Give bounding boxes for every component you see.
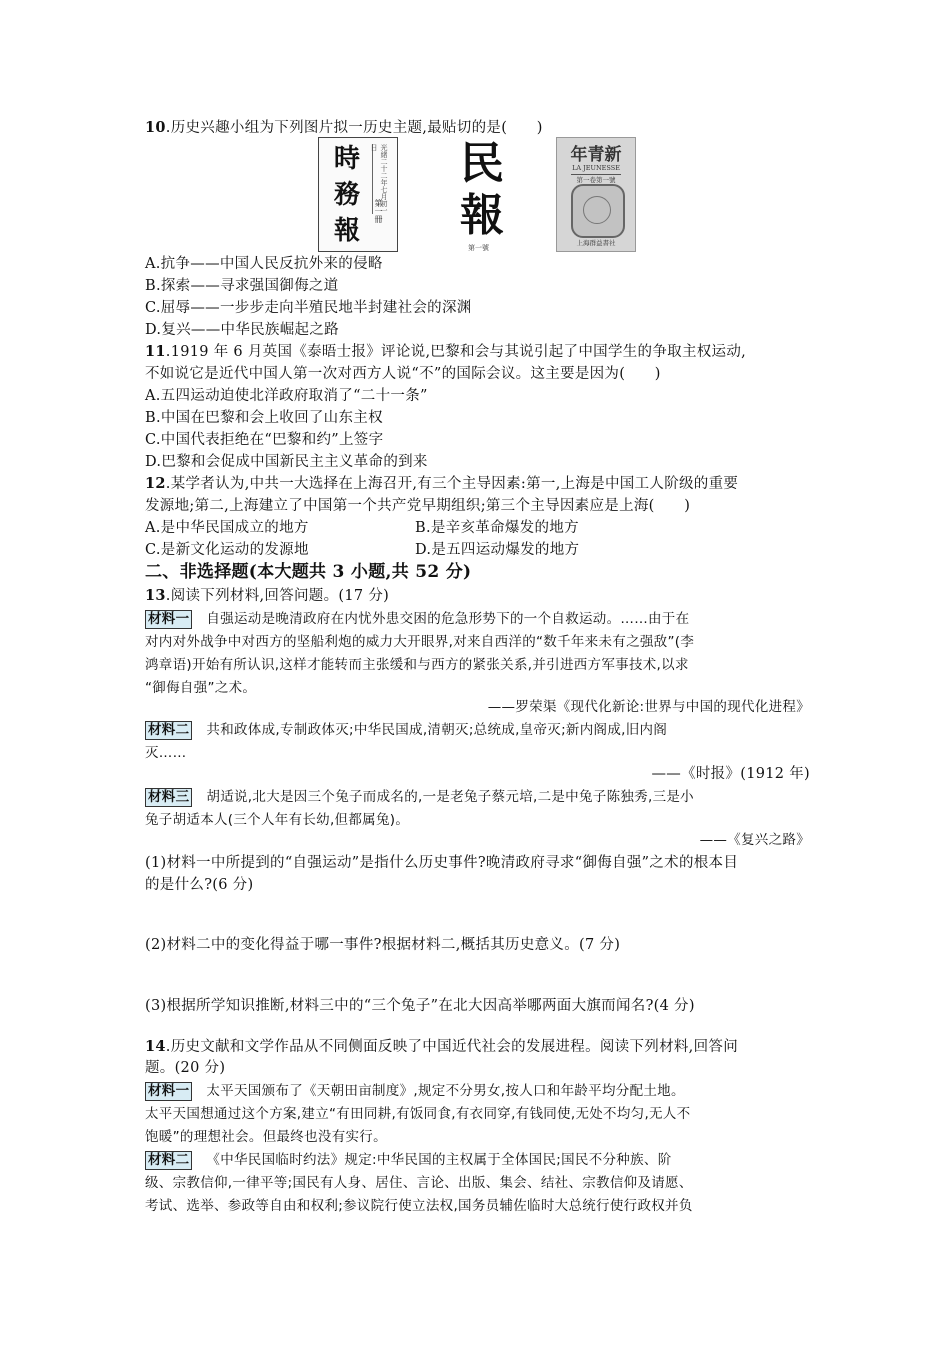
- q13-material-3-source: ——《复兴之路》: [699, 832, 810, 848]
- q10-number: 10: [145, 119, 166, 136]
- minbao-image: [440, 137, 525, 252]
- q11-stem-text-1: .1919 年 6 月英国《泰晤士报》评论说,巴黎和会与其说引起了中国学生的争取主权运动,: [165, 344, 747, 360]
- xinqingnian-publisher: 上海群益書社: [576, 239, 616, 247]
- q14-material-2-line3: 考试、选举、参政等自由和权利;参议院行使立法权,国务员辅佐临时大总统行使行政权并负: [145, 1198, 693, 1214]
- xinqingnian-image: [556, 137, 636, 252]
- q14-material-1-text-1: 太平天国颁布了《天朝田亩制度》,规定不分男女,按人口和年龄平均分配土地。: [206, 1083, 685, 1099]
- q13-intro-text: .阅读下列材料,回答问题。(17 分): [165, 588, 390, 604]
- minbao-char-1: 民: [460, 138, 504, 189]
- q10-option-d: D.复兴——中华民族崛起之路: [145, 322, 339, 338]
- q13-material-2-line2: 灭……: [145, 745, 187, 761]
- q14-intro-line2: 题。(20 分): [145, 1060, 226, 1076]
- q10-option-b: B.探索——寻求强国御侮之道: [145, 278, 339, 294]
- q13-sub3: (3)根据所学知识推断,材料三中的“三个兔子”在北大因高举哪两面大旗而闻名?(4 分): [145, 998, 695, 1014]
- q13-material-1-line4: “御侮自强”之术。: [145, 680, 257, 696]
- q13-material-1-text-1: 自强运动是晚清政府在内忧外患交困的危急形势下的一个自救运动。……由于在: [206, 611, 690, 627]
- q11-option-c: C.中国代表拒绝在“巴黎和约”上签字: [145, 432, 384, 448]
- q13-sub1-line1: (1)材料一中所提到的“自强运动”是指什么历史事件?晚清政府寻求“御侮自强”之术的根本目: [145, 855, 739, 871]
- q12-stem-text-1: .某学者认为,中共一大选择在上海召开,有三个主导因素:第一,上海是中国工人阶级的重要: [165, 476, 739, 492]
- shiwubao-image: [318, 137, 398, 252]
- q12-option-a: A.是中华民国成立的地方: [145, 520, 309, 536]
- q14-number: 14: [145, 1038, 166, 1055]
- q14-intro-line1: [145, 1037, 738, 1057]
- q12-number: 12: [145, 475, 166, 492]
- q14-material-2-text-1: 《中华民国临时约法》规定:中华民国的主权属于全体国民;国民不分种族、阶: [206, 1152, 672, 1168]
- q13-number: 13: [145, 587, 166, 604]
- q12-option-c: C.是新文化运动的发源地: [145, 542, 309, 558]
- shiwubao-date: 光緒二十二年七月初一日: [370, 144, 388, 214]
- q13-material-1-line2: 对内对外战争中对西方的坚船利炮的威力大开眼界,对来自西洋的“数千年来未有之强敌”(李: [145, 634, 695, 650]
- q13-material-3-line2: 兔子胡适本人(三个人年有长幼,但都属兔)。: [145, 812, 410, 828]
- q14-intro-text-1: .历史文献和文学作品从不同侧面反映了中国近代社会的发展进程。阅读下列材料,回答问: [165, 1039, 738, 1055]
- shiwubao-char-3: 報: [333, 216, 360, 246]
- q11-option-b: B.中国在巴黎和会上收回了山东主权: [145, 410, 383, 426]
- q14-material-1-tag: 材料一: [145, 1082, 192, 1101]
- q11-stem-line1: [145, 342, 746, 362]
- q13-sub1-line2: 的是什么?(6 分): [145, 877, 254, 893]
- q10-stem-text: .历史兴趣小组为下列图片拟一历史主题,最贴切的是( ): [165, 120, 543, 136]
- q13-sub2: (2)材料二中的变化得益于哪一事件?根据材料二,概括其历史意义。(7 分): [145, 937, 621, 953]
- minbao-char-2: 報: [460, 190, 504, 241]
- xinqingnian-emblem: [571, 184, 625, 238]
- q11-number: 11: [145, 343, 166, 360]
- q10-option-a: A.抗争——中国人民反抗外来的侵略: [145, 256, 383, 272]
- q11-option-d: D.巴黎和会促成中国新民主主义革命的到来: [145, 454, 428, 470]
- q12-options-row1: [145, 518, 309, 538]
- q13-material-3-text-1: 胡适说,北大是因三个兔子而成名的,一是老兔子蔡元培,二是中兔子陈独秀,三是小: [206, 789, 694, 805]
- q14-material-1-line2: 太平天国想通过这个方案,建立“有田同耕,有饭同食,有衣同穿,有钱同使,无处不均匀,无人不: [145, 1106, 691, 1122]
- q12-stem-line1: [145, 474, 738, 494]
- q13-intro: [145, 586, 389, 606]
- minbao-issue: 第一號: [468, 244, 489, 252]
- q12-stem-line2: 发源地;第二,上海建立了中国第一个共产党早期组织;第三个主导因素应是上海( ): [145, 498, 691, 514]
- q12-option-b: B.是辛亥革命爆发的地方: [415, 520, 579, 536]
- q10-option-c: C.屈辱——一步步走向半殖民地半封建社会的深渊: [145, 300, 472, 316]
- xinqingnian-title: 年青新: [570, 145, 622, 165]
- q13-material-3-line1: [145, 787, 694, 807]
- q13-material-2-source: ——《时报》(1912 年): [651, 766, 810, 782]
- q13-material-3-tag: 材料三: [145, 788, 192, 807]
- q13-material-2-text-1: 共和政体成,专制政体灭;中华民国成,清朝灭;总统成,皇帝灭;新内阁成,旧内阁: [206, 722, 668, 738]
- q11-option-a: A.五四运动迫使北洋政府取消了“二十一条”: [145, 388, 428, 404]
- q14-material-2-line1: [145, 1150, 672, 1170]
- q13-material-1-source: ——罗荣渠《现代化新论:世界与中国的现代化进程》: [487, 699, 810, 715]
- shiwubao-char-2: 務: [333, 180, 360, 210]
- q14-material-1-line1: [145, 1081, 685, 1101]
- q13-material-2-tag: 材料二: [145, 721, 192, 740]
- q14-material-2-tag: 材料二: [145, 1151, 192, 1170]
- q10-stem: [145, 118, 543, 138]
- q13-material-1-tag: 材料一: [145, 610, 192, 629]
- q14-material-2-line2: 级、宗教信仰,一律平等;国民有人身、居住、言论、出版、集会、结社、宗教信仰及请愿、: [145, 1175, 693, 1191]
- q13-material-1-line3: 鸿章语)开始有所认识,这样才能转而主张缓和与西方的紧张关系,并引进西方军事技术,以求: [145, 657, 689, 673]
- shiwubao-char-1: 時: [333, 144, 360, 174]
- shiwubao-issue: 第一冊: [374, 199, 383, 223]
- section-2-title: 二、非选择题(本大题共 3 小题,共 52 分): [145, 562, 472, 582]
- q12-option-d: D.是五四运动爆发的地方: [415, 542, 580, 558]
- xinqingnian-volume: 第一卷第一號: [576, 176, 616, 184]
- q13-material-2-line1: [145, 720, 667, 740]
- q13-material-1-line1: [145, 609, 689, 629]
- xinqingnian-emblem-inner: [583, 196, 611, 224]
- q11-stem-line2: 不如说它是近代中国人第一次对西方人说“不”的国际会议。这主要是因为( ): [145, 366, 661, 382]
- xinqingnian-subtitle: LA JEUNESSE: [572, 164, 620, 172]
- q14-material-1-line3: 饱暖”的理想社会。但最终也没有实行。: [145, 1129, 387, 1145]
